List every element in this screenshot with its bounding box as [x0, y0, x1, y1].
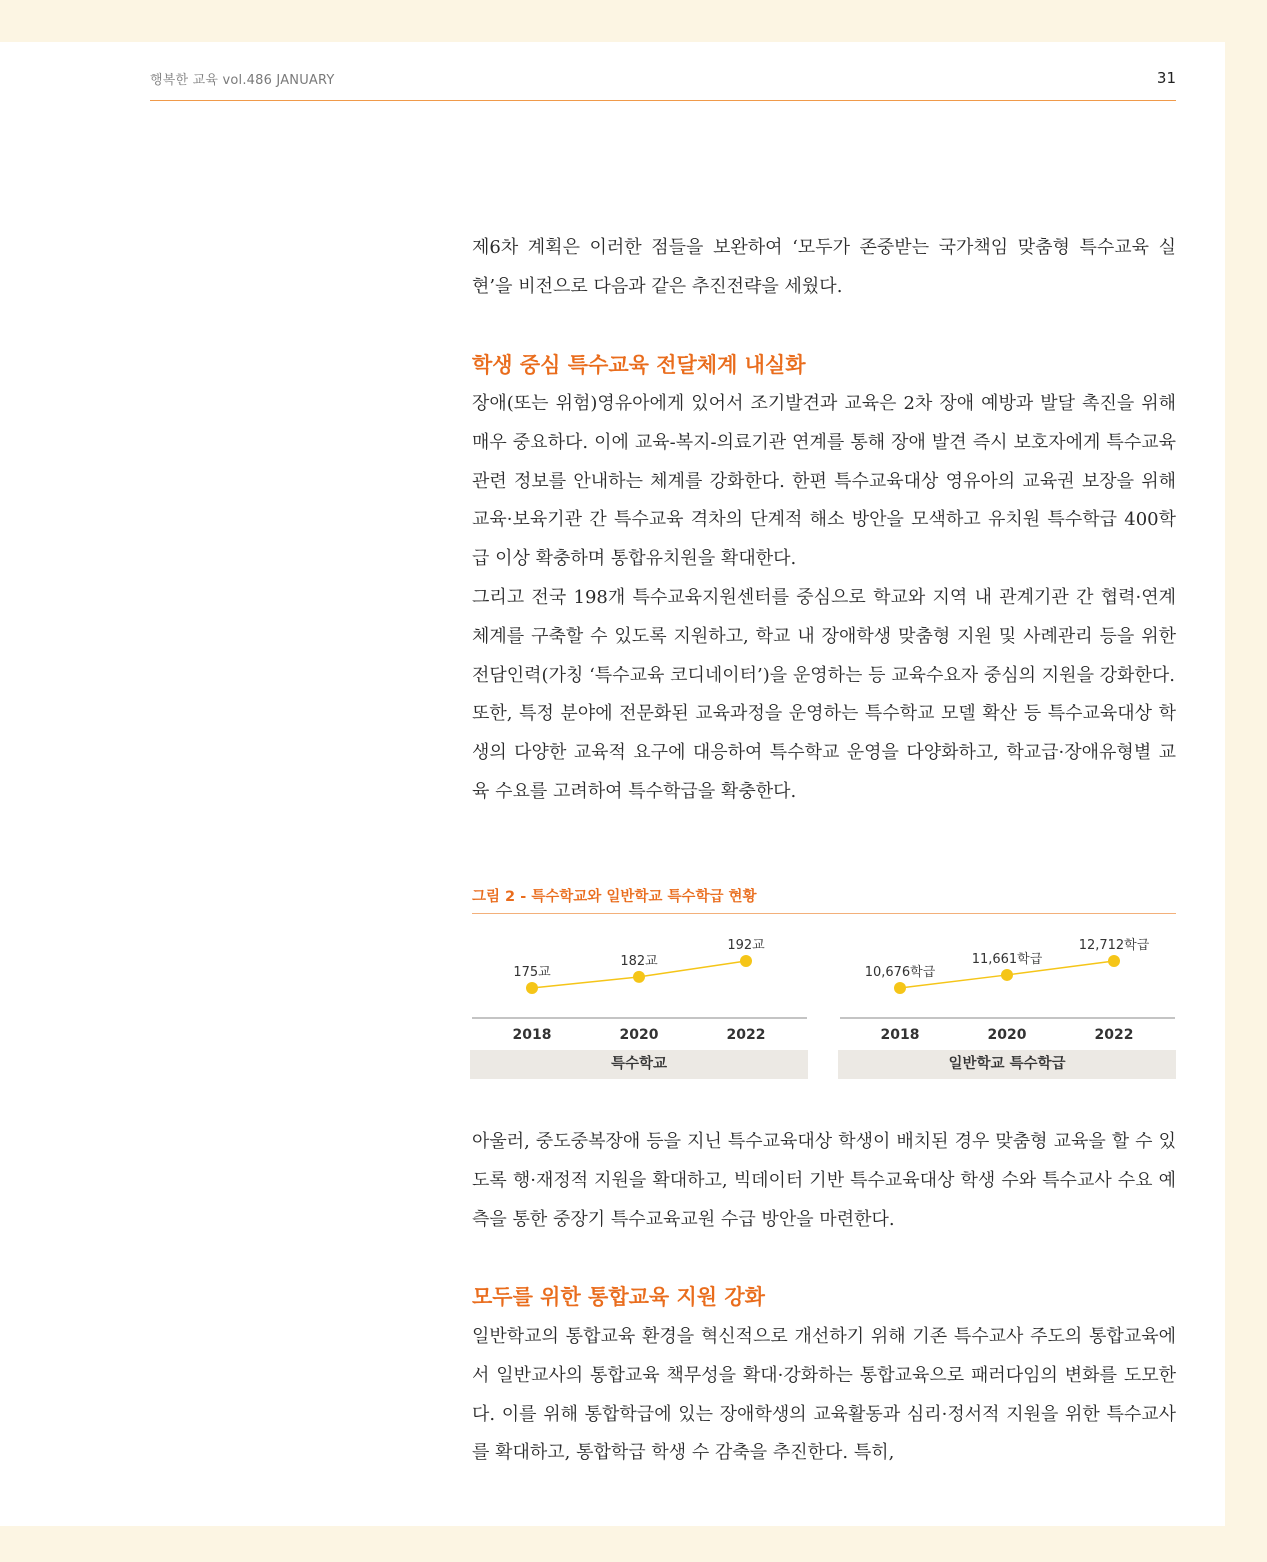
after-figure-text: 아울러, 중도중복장애 등을 지닌 특수교육대상 학생이 배치된 경우 맞춤형 교육을 할 수 있도록 행·재정적 지원을 확대하고, 빅데이터 기반 특수교육대상 학생 수와 특수교사 수요 예측을 통한 중장기 특수교육교원 수급 방안을 마련한다.: [472, 1131, 1176, 1230]
chart-special-classes-title: 일반학교 특수학급: [838, 1050, 1176, 1079]
data-point: [1001, 969, 1013, 981]
figure-caption: 그림 2 - 특수학교와 일반학교 특수학급 현황: [472, 889, 757, 905]
section2-heading: 모두를 위한 통합교육 지원 강화: [472, 1285, 765, 1309]
chart-special-schools: [470, 925, 808, 1047]
data-point: [894, 982, 906, 994]
data-label: 12,712학급: [1078, 938, 1150, 953]
data-label: 11,661학급: [971, 951, 1043, 967]
data-point: [526, 982, 538, 994]
x-tick-label: 2022: [1094, 1027, 1134, 1043]
section1-paragraph-3: 또한, 특정 분야에 전문화된 교육과정을 운영하는 특수학교 모델 확산 등 특수교육대상 학생의 다양한 교육적 요구에 대응하여 특수학교 운영을 다양화하고, 학교급·장애유형별 교육 수요를 고려하여 특수학급을 확충한다.: [472, 703, 1176, 802]
x-tick-label: 2018: [880, 1027, 920, 1043]
section2-paragraph: 일반학교의 통합교육 환경을 혁신적으로 개선하기 위해 기존 특수교사 주도의 통합교육에서 일반교사의 통합교육 책무성을 확대·강화하는 통합교육으로 패러다임의 변화를 도모한다. 이를 위해 통합학급에 있는 장애학생의 교육활동과 심리·정서적 지원을 위한 특수교사를 확대하고, 통합학급 학생 수 감축을 추진한다. 특히,: [472, 1326, 1176, 1464]
x-tick-label: 2020: [987, 1027, 1027, 1043]
section1-paragraph-2: 그리고 전국 198개 특수교육지원센터를 중심으로 학교와 지역 내 관계기관 간 협력·연계 체계를 구축할 수 있도록 지원하고, 학교 내 장애학생 맞춤형 지원 및 사례관리 등을 위한 전담인력(가칭 ‘특수교육 코디네이터’)을 운영하는 등 교육수요자 중심의 지원을 강화한다.: [472, 586, 1176, 686]
section1-paragraph-1: 장애(또는 위험)영유아에게 있어서 조기발견과 교육은 2차 장애 예방과 발달 촉진을 위해 매우 중요하다. 이에 교육-복지-의료기관 연계를 통해 장애 발견 즉시 보호자에게 특수교육 관련 정보를 안내하는 체계를 강화한다. 한편 특수교육대상 영유아의 교육권 보장을 위해 교육·보육기관 간 특수교육 격차의 단계적 해소 방안을 모색하고 유치원 특수학급 400학급 이상 확충하며 통합유치원을 확대한다.: [472, 393, 1176, 570]
chart-special-classes-svg: [838, 925, 1176, 1047]
header-rule: [150, 100, 1176, 101]
x-tick-label: 2018: [512, 1027, 552, 1043]
section1-heading: 학생 중심 특수교육 전달체계 내실화: [472, 353, 806, 377]
data-label: 10,676학급: [864, 965, 936, 980]
x-tick-label: 2020: [619, 1027, 659, 1043]
page-number: 31: [1156, 69, 1176, 87]
data-point: [1108, 955, 1120, 967]
data-point: [740, 955, 752, 967]
data-label: 182교: [620, 953, 658, 969]
data-label: 175교: [513, 965, 551, 980]
intro-text: 제6차 계획은 이러한 점들을 보완하여 ‘모두가 존중받는 국가책임 맞춤형 특수교육 실현’을 비전으로 다음과 같은 추진전략을 세웠다.: [472, 237, 1176, 297]
chart-special-classes: [838, 925, 1176, 1047]
x-tick-label: 2022: [726, 1027, 766, 1043]
section2-body: [472, 1318, 1176, 1473]
section1-body: [472, 385, 1176, 812]
data-point: [633, 971, 645, 983]
chart-special-schools-svg: [470, 925, 808, 1047]
chart-special-schools-title: 특수학교: [470, 1050, 808, 1079]
data-label: 192교: [727, 938, 765, 953]
after-figure-paragraph: [472, 1123, 1176, 1239]
intro-paragraph: [472, 229, 1176, 307]
figure-caption-rule: [472, 913, 1176, 914]
publication-header: 행복한 교육 vol.486 JANUARY: [150, 73, 335, 88]
